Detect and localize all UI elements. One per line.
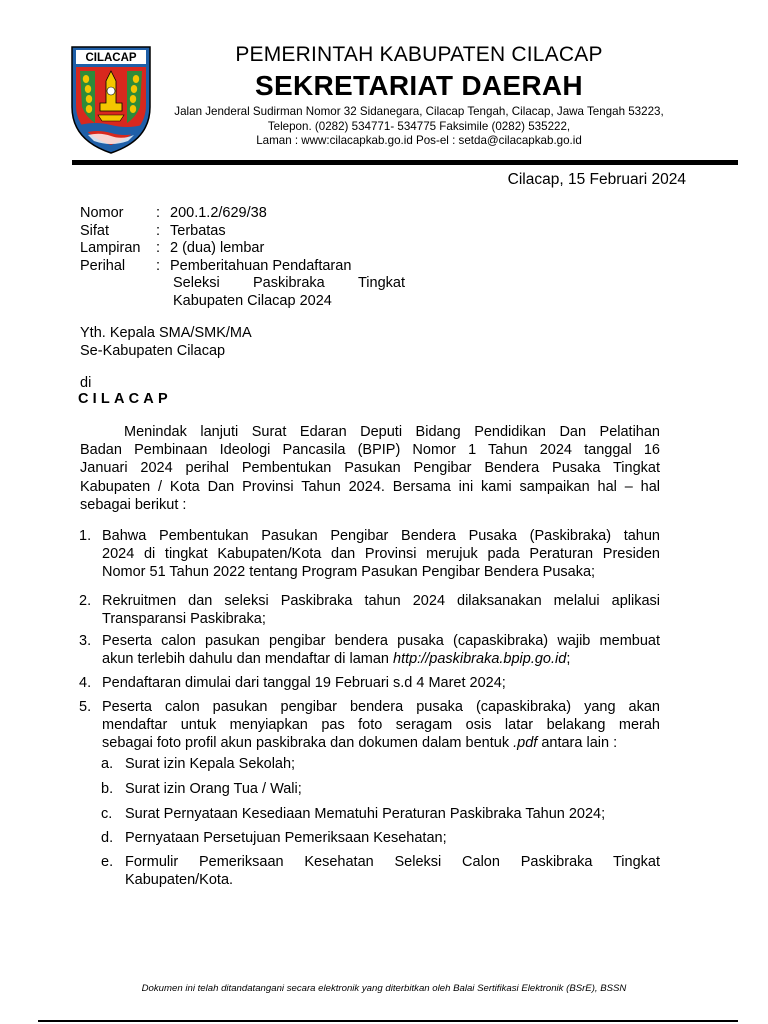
addressee-di: di (80, 375, 92, 391)
registration-url: http://paskibraka.bpip.go.id (393, 651, 567, 668)
list-item-line: Pendaftaran dimulai dari tanggal 19 Februari s.d 4 Maret 2024; (102, 675, 506, 691)
list-item-text: antara lain : (537, 735, 618, 752)
list-item-line: mendaftar untuk menyiapkan pas foto seragam osis latar belakang merah (102, 717, 660, 734)
list-item-text: akun terlebih dahulu dan mendaftar di laman (102, 651, 393, 668)
sub-item-letter: e. (101, 854, 114, 870)
addressee-region: Se-Kabupaten Cilacap (80, 343, 226, 359)
footer-divider (38, 1020, 738, 1022)
sub-item-letter: a. (101, 756, 114, 772)
meta-colon: : (156, 205, 161, 221)
meta-colon: : (156, 222, 161, 239)
meta-label: Sifat (80, 222, 110, 239)
meta-colon: : (156, 257, 161, 274)
addressee (80, 324, 252, 360)
letterhead-phone: Telepon. (0282) 534771- 534775 Faksimile (0282) 535222, (267, 120, 571, 133)
sub-item-line: Kabupaten/Kota. (125, 872, 234, 889)
letter-date: Cilacap, 15 Februari 2024 (507, 171, 686, 188)
perihal-justified-line (173, 275, 405, 293)
list-item-number: 3. (79, 633, 92, 649)
file-extension: .pdf (513, 735, 538, 752)
meta-value: 2 (dua) lembar (170, 240, 265, 256)
sub-item-text: Surat izin Kepala Sekolah; (125, 756, 296, 772)
sub-item-text: Surat Pernyataan Kesediaan Mematuhi Peraturan Paskibraka Tahun 2024; (125, 806, 606, 822)
perihal-word: Paskibraka (253, 275, 325, 291)
intro-line: Januari 2024 perihal Pembentukan Pasukan Pengibar Bendera Pusaka Tingkat (80, 460, 660, 477)
sub-item-letter: c. (101, 806, 113, 822)
addressee-recipient: Yth. Kepala SMA/SMK/MA (80, 325, 252, 341)
sub-item-letter: d. (101, 830, 114, 846)
meta-label: Nomor (80, 205, 124, 221)
list-item-text: ; (566, 651, 571, 668)
meta-value: 200.1.2/629/38 (170, 205, 267, 221)
list-item-line: Transparansi Paskibraka; (102, 611, 266, 628)
list-item-line: 2024 di tingkat Kabupaten/Kota dan Provinsi merujuk pada Peraturan Presiden (102, 546, 660, 563)
list-item-number: 2. (79, 593, 92, 609)
logo-text: CILACAP (85, 52, 137, 64)
list-item-line: Peserta calon pasukan pengibar bendera pusaka (capaskibraka) yang akan (102, 699, 660, 715)
intro-line: sebagai berikut : (80, 496, 187, 513)
sub-item-text: Pernyataan Persetujuan Pemeriksaan Kesehatan; (125, 830, 447, 846)
intro-line: Menindak lanjuti Surat Edaran Deputi Bidang Pendidikan Dan Pelatihan (124, 424, 660, 440)
intro-line: Kabupaten / Kota Dan Provinsi Tahun 2024. Bersama ini kami sampaikan hal – hal (80, 478, 660, 495)
letterhead-government-name: PEMERINTAH KABUPATEN CILACAP (235, 43, 603, 66)
list-item-line: Bahwa Pembentukan Pasukan Pengibar Bendera Pusaka (Paskibraka) tahun (102, 528, 660, 544)
list-item-line: Rekruitmen dan seleksi Paskibraka tahun 2024 dilaksanakan melalui aplikasi (102, 593, 660, 609)
meta-label: Perihal (80, 257, 126, 274)
letterhead-divider (72, 160, 738, 165)
sub-item-letter: b. (101, 781, 114, 797)
list-item-line: Peserta calon pasukan pengibar bendera pusaka (capaskibraka) wajib membuat (102, 633, 660, 649)
list-item-text: sebagai foto profil akun paskibraka dan dokumen dalam bentuk (102, 735, 514, 752)
cilacap-coat-of-arms-icon (70, 45, 152, 155)
perihal-word: Seleksi (173, 275, 220, 291)
addressee-city: CILACAP (78, 391, 172, 407)
meta-value: Kabupaten Cilacap 2024 (173, 292, 332, 309)
list-item-line (102, 734, 660, 752)
list-item-line: Nomor 51 Tahun 2022 tentang Program Pasukan Pengibar Bendera Pusaka; (102, 564, 596, 581)
list-item-number: 5. (79, 699, 92, 715)
list-item-number: 4. (79, 675, 92, 691)
letterhead-website-email: Laman : www:cilacapkab.go.id Pos-el : setda@cilacapkab.go.id (256, 134, 582, 147)
intro-paragraph (80, 423, 660, 514)
perihal-word: Tingkat (357, 275, 405, 291)
sub-item-text: Surat izin Orang Tua / Wali; (125, 781, 302, 797)
sub-item-line: Formulir Pemeriksaan Kesehatan Seleksi Calon Paskibraka Tingkat (125, 854, 660, 870)
letterhead-address: Jalan Jenderal Sudirman Nomor 32 Sidanegara, Cilacap Tengah, Cilacap, Jawa Tengah 53223, (174, 105, 664, 118)
letterhead-office-name: SEKRETARIAT DAERAH (255, 70, 583, 101)
list-item-line (102, 650, 660, 668)
electronic-signature-note: Dokumen ini telah ditandatangani secara elektronik yang diterbitkan oleh Balai Sertifikasi Elektronik (BSrE), BSSN (141, 983, 627, 994)
list-item-number: 1. (79, 528, 92, 544)
meta-value: Pemberitahuan Pendaftaran (170, 257, 352, 274)
meta-colon: : (156, 240, 161, 256)
meta-value: Terbatas (170, 222, 226, 239)
meta-label: Lampiran (80, 240, 141, 256)
intro-line: Badan Pembinaan Ideologi Pancasila (BPIP) Nomor 1 Tahun 2024 tanggal 16 (80, 442, 660, 459)
